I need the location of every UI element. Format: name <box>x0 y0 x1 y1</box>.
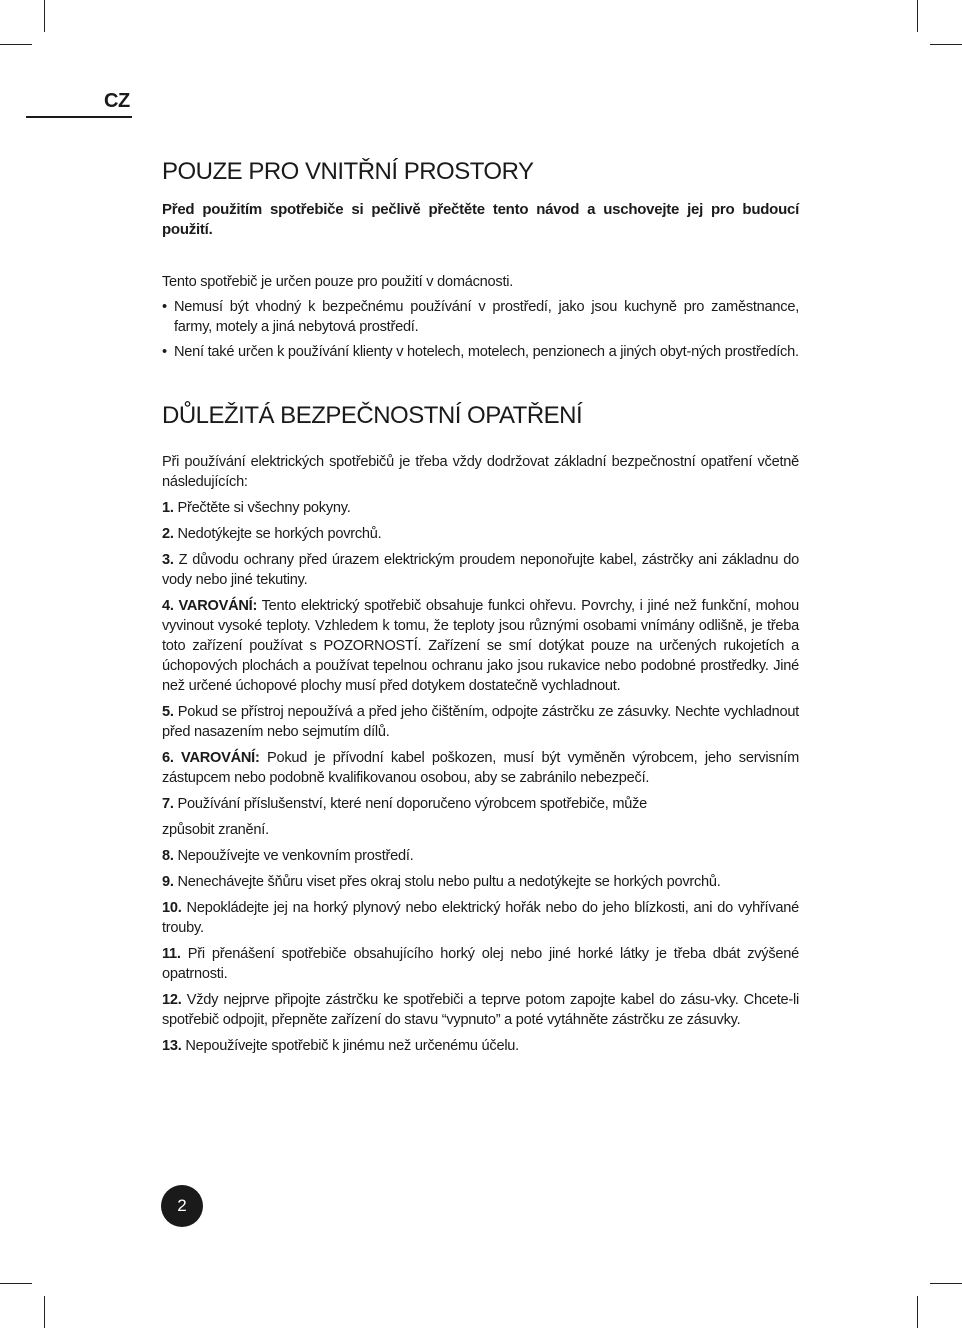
page-content <box>162 156 799 1056</box>
item-number: 12. <box>162 992 182 1008</box>
language-underline <box>26 116 132 118</box>
safety-item <box>162 596 799 696</box>
item-number: 6. VAROVÁNÍ: <box>162 750 260 766</box>
safety-item <box>162 1036 799 1056</box>
item-text: Pokud se přístroj nepoužívá a před jeho čištěním, odpojte zástrčku ze zásuvky. Nechte vychladnout před nasazením nebo sejmutím dílů. <box>162 704 799 740</box>
item-text: Používání příslušenství, které není doporučeno výrobcem spotřebiče, může <box>173 796 647 812</box>
safety-item <box>162 944 799 984</box>
item-number: 3. <box>162 552 174 568</box>
crop-mark <box>44 1296 45 1328</box>
item-text: Přečtěte si všechny pokyny. <box>173 500 351 516</box>
item-number: 11. <box>162 946 181 962</box>
bullet-item: • Není také určen k používání klienty v hotelech, motelech, penzionech a jiných obyt-ných prostředích. <box>162 342 799 362</box>
crop-mark <box>917 1296 918 1328</box>
safety-item <box>162 702 799 742</box>
item-text: Nenechávejte šňůru viset přes okraj stolu nebo pultu a nedotýkejte se horkých povrchů. <box>173 874 721 890</box>
crop-mark <box>0 1283 32 1284</box>
safety-item <box>162 748 799 788</box>
crop-mark <box>44 0 45 32</box>
crop-mark <box>917 0 918 32</box>
safety-item <box>162 898 799 938</box>
item-text: Pokud je přívodní kabel poškozen, musí být vyměněn výrobcem, jeho servisním zástupcem nebo podobně kvalifikovanou osobou, aby se zabránilo nebezpečí. <box>162 750 799 786</box>
item-text: Nepoužívejte ve venkovním prostředí. <box>173 848 414 864</box>
item-text: Tento elektrický spotřebič obsahuje funkci ohřevu. Povrchy, i jiné než funkční, mohou vyvinout vysoké teploty. Vzhledem k tomu, že teploty jsou různými osobami vnímány odlišně, je třeba toto zařízení používat s POZORNOSTÍ. Zařízení se smí dotýkat pouze na určených rukojetích a úchopových plochách a používat tepelnou ochranu jako jsou rukavice nebo podobné prostředky. Jiné než určené úchopové plochy musí před dotykem dostatečně vychladnout. <box>162 598 799 694</box>
section-title-indoor-only: POUZE PRO VNITŘNÍ PROSTORY <box>162 158 534 185</box>
safety-item <box>162 524 799 544</box>
safety-item <box>162 794 799 814</box>
item-number: 13. <box>162 1038 182 1054</box>
page-number: 2 <box>161 1185 203 1227</box>
item-text: Při přenášení spotřebiče obsahujícího horký olej nebo jiné horké látky je třeba dbát zvýšené opatrnosti. <box>162 946 799 982</box>
safety-item <box>162 846 799 866</box>
item-number: 9. <box>162 874 174 890</box>
section-title-safety: DŮLEŽITÁ BEZPEČNOSTNÍ OPATŘENÍ <box>162 402 583 429</box>
safety-intro: Při používání elektrických spotřebičů je třeba vždy dodržovat základní bezpečnostní opatření včetně následujících: <box>162 454 799 490</box>
item-text-continued: způsobit zranění. <box>162 822 269 838</box>
safety-list <box>162 498 799 1056</box>
safety-item <box>162 550 799 590</box>
language-tag: CZ <box>104 90 130 112</box>
item-text: Nepokládejte jej na horký plynový nebo elektrický hořák nebo do jeho blízkosti, ani do vyhřívané trouby. <box>162 900 799 936</box>
safety-item <box>162 990 799 1030</box>
item-text: Nedotýkejte se horkých povrchů. <box>173 526 382 542</box>
item-text: Vždy nejprve připojte zástrčku ke spotřebiči a teprve potom zapojte kabel do zásu-vky. Chcete-li spotřebič odpojit, přepněte zařízení do stavu “vypnuto” a poté vytáhněte zástrčku ze zásuvky. <box>162 992 799 1028</box>
crop-mark <box>0 44 32 45</box>
item-number: 7. <box>162 796 174 812</box>
crop-mark <box>930 44 962 45</box>
lead-paragraph: Před použitím spotřebiče si pečlivě přečtěte tento návod a uschovejte jej pro budoucí použití. <box>162 201 799 238</box>
item-number: 5. <box>162 704 174 720</box>
bullet-list <box>162 297 799 362</box>
intro-paragraph: Tento spotřebič je určen pouze pro použití v domácnosti. <box>162 274 514 290</box>
safety-item <box>162 498 799 518</box>
item-number: 2. <box>162 526 174 542</box>
bullet-item: • Nemusí být vhodný k bezpečnému používání v prostředí, jako jsou kuchyně pro zaměstnance, farmy, motely a jiná nebytová prostředí. <box>162 297 799 337</box>
crop-mark <box>930 1283 962 1284</box>
item-text: Z důvodu ochrany před úrazem elektrickým proudem neponořujte kabel, zástrčky ani základnu do vody nebo jiné tekutiny. <box>162 552 799 588</box>
item-number: 4. VAROVÁNÍ: <box>162 598 258 614</box>
item-text: Nepoužívejte spotřebič k jinému než určenému účelu. <box>181 1038 519 1054</box>
item-number: 1. <box>162 500 174 516</box>
item-number: 8. <box>162 848 174 864</box>
safety-item <box>162 872 799 892</box>
item-number: 10. <box>162 900 182 916</box>
